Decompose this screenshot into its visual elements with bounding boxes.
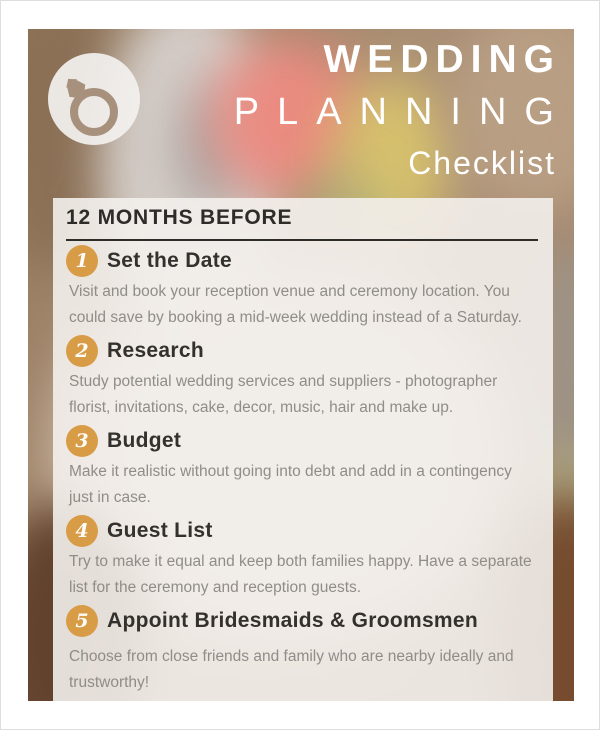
item-description-line: florist, invitations, cake, decor, music, hair and make up. [69,399,454,416]
item-description [69,549,538,601]
section-heading: 12 MONTHS BEFORE [66,206,293,229]
checklist-panel [53,198,553,701]
diamond-ring-icon [46,51,142,147]
title-checklist: Checklist [408,145,556,181]
item-head [66,605,538,637]
item-description [69,279,538,331]
item-number-badge: 2 [66,335,98,367]
item-head [66,335,538,367]
heading-divider [66,239,538,241]
checklist-item-3 [66,425,538,511]
blurred-photo-background [28,29,574,701]
item-description-line: Visit and book your reception venue and ceremony location. You [69,283,510,300]
item-description-line: list for the ceremony and reception guests. [69,579,362,596]
item-description [69,369,538,421]
checklist-item-5 [66,605,538,696]
item-number-badge: 1 [66,245,98,277]
title-planning: PLANNING [233,91,572,133]
item-description-line: Study potential wedding services and suppliers - photographer [69,373,498,390]
checklist-item-2 [66,335,538,421]
title-wedding: WEDDING [323,38,561,81]
item-title: Appoint Bridesmaids & Groomsmen [107,609,479,632]
item-head [66,425,538,457]
item-title: Guest List [107,519,213,542]
item-head [66,515,538,547]
item-description-line: could save by booking a mid-week wedding instead of a Saturday. [69,309,522,326]
item-title: Budget [107,429,182,452]
item-description-line: trustworthy! [69,674,150,691]
item-head [66,245,538,277]
checklist-item-1 [66,245,538,331]
poster-title-block [233,37,572,182]
item-number-badge: 5 [66,605,98,637]
item-description [69,459,538,511]
ring-badge [46,51,142,147]
item-description [69,644,538,696]
item-number-badge: 4 [66,515,98,547]
checklist-item-4 [66,515,538,601]
item-title: Research [107,339,204,362]
item-title: Set the Date [107,249,232,272]
item-description-line: just in case. [69,489,151,506]
item-description-line: Try to make it equal and keep both families happy. Have a separate [69,553,532,570]
item-description-line: Choose from close friends and family who are nearby ideally and [69,648,514,665]
item-number-badge: 3 [66,425,98,457]
item-description-line: Make it realistic without going into debt and add in a contingency [69,463,512,480]
